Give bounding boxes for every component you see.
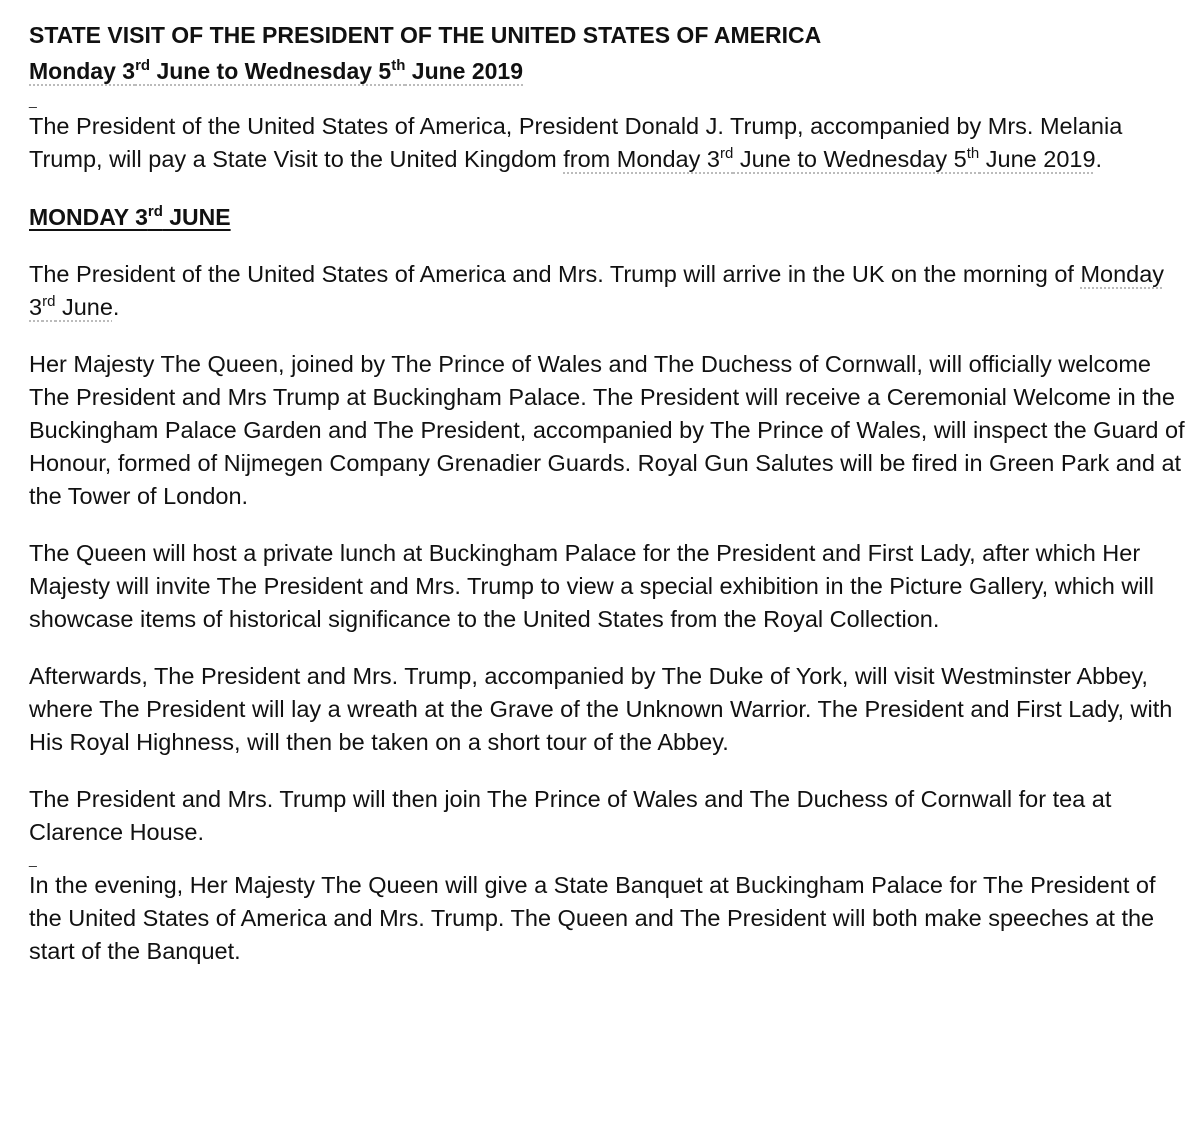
monday-heading-sup: rd (147, 203, 163, 220)
subtitle-date-range[interactable] (29, 58, 523, 84)
arrival-text: The President of the United States of America and Mrs. Trump will arrive in the UK on the morning of (29, 261, 1081, 287)
monday-paragraph-lunch: The Queen will host a private lunch at Buckingham Palace for the President and First Lady, after which Her Majesty will invite The President and Mrs. Trump to view a special exhibition in the Picture Gallery, which will showcase items of historical significance to the United States from the Royal Collection. (29, 540, 1154, 632)
monday-paragraph-arrival (29, 258, 1189, 324)
monday-paragraph-tea: The President and Mrs. Trump will then join The Prince of Wales and The Duchess of Cornwall for tea at Clarence House. (29, 786, 1112, 845)
subtitle-part-b: June to Wednesday 5 (150, 58, 392, 84)
subtitle-sup-a: rd (135, 57, 151, 74)
arrival-link-part-a: Monday 3 (29, 261, 1165, 320)
dash-mark-2: _ (29, 851, 37, 867)
intro-link-part-c: June 2019 (979, 146, 1096, 172)
arrival-link-sup: rd (42, 293, 56, 310)
monday-heading-part-b: JUNE (162, 204, 231, 230)
monday-paragraph-welcome: Her Majesty The Queen, joined by The Prince of Wales and The Duchess of Cornwall, will officially welcome The President and Mrs Trump at Buckingham Palace. The President will receive a Ceremonial Welcome in the Buckingham Palace Garden and The President, accompanied by The Prince of Wales, will inspect the Guard of Honour, formed of Nijmegen Company Grenadier Guards. Royal Gun Salutes will be fired in Green Park and at the Tower of London. (29, 351, 1185, 509)
document (29, 19, 1189, 968)
spacer (29, 176, 1189, 200)
spacer (29, 234, 1189, 258)
arrival-text-end: . (112, 294, 120, 320)
monday-paragraph-abbey: Afterwards, The President and Mrs. Trump, accompanied by The Duke of York, will visit Westminster Abbey, where The President will lay a wreath at the Grave of the Unknown Warrior. The President and First Lady, with His Royal Highness, will then be taken on a short tour of the Abbey. (29, 663, 1173, 755)
intro-text: The President of the United States of America, President Donald J. Trump, accompanied by Mrs. Melania Trump, will pay a State Visit to the United Kingdom (29, 113, 1123, 172)
section-heading-monday (29, 200, 1189, 234)
dash-mark-1: _ (29, 92, 37, 108)
subtitle-sup-b: th (391, 57, 406, 74)
intro-link-part-a: from Monday 3 (563, 146, 720, 172)
spacer (29, 513, 1189, 537)
intro-date-link[interactable] (563, 146, 1095, 172)
spacer (29, 759, 1189, 783)
intro-link-part-b: June to Wednesday 5 (733, 146, 967, 172)
document-subtitle (29, 52, 1189, 90)
subtitle-part-a: Monday 3 (29, 58, 136, 84)
spacer (29, 636, 1189, 660)
intro-paragraph (29, 110, 1189, 176)
monday-paragraph-banquet: In the evening, Her Majesty The Queen will give a State Banquet at Buckingham Palace for The President of the United States of America and Mrs. Trump. The Queen and The President will both make speeches at the start of the Banquet. (29, 872, 1156, 964)
monday-heading-part-a: MONDAY 3 (29, 204, 148, 230)
subtitle-part-c: June 2019 (405, 58, 524, 84)
document-title: STATE VISIT OF THE PRESIDENT OF THE UNITED STATES OF AMERICA (29, 22, 822, 48)
intro-text-end: . (1095, 146, 1103, 172)
monday-heading-underline (29, 204, 231, 230)
arrival-link-part-b: June (55, 294, 113, 320)
intro-link-sup-a: rd (719, 145, 734, 162)
spacer (29, 324, 1189, 348)
intro-link-sup-b: th (966, 145, 980, 162)
